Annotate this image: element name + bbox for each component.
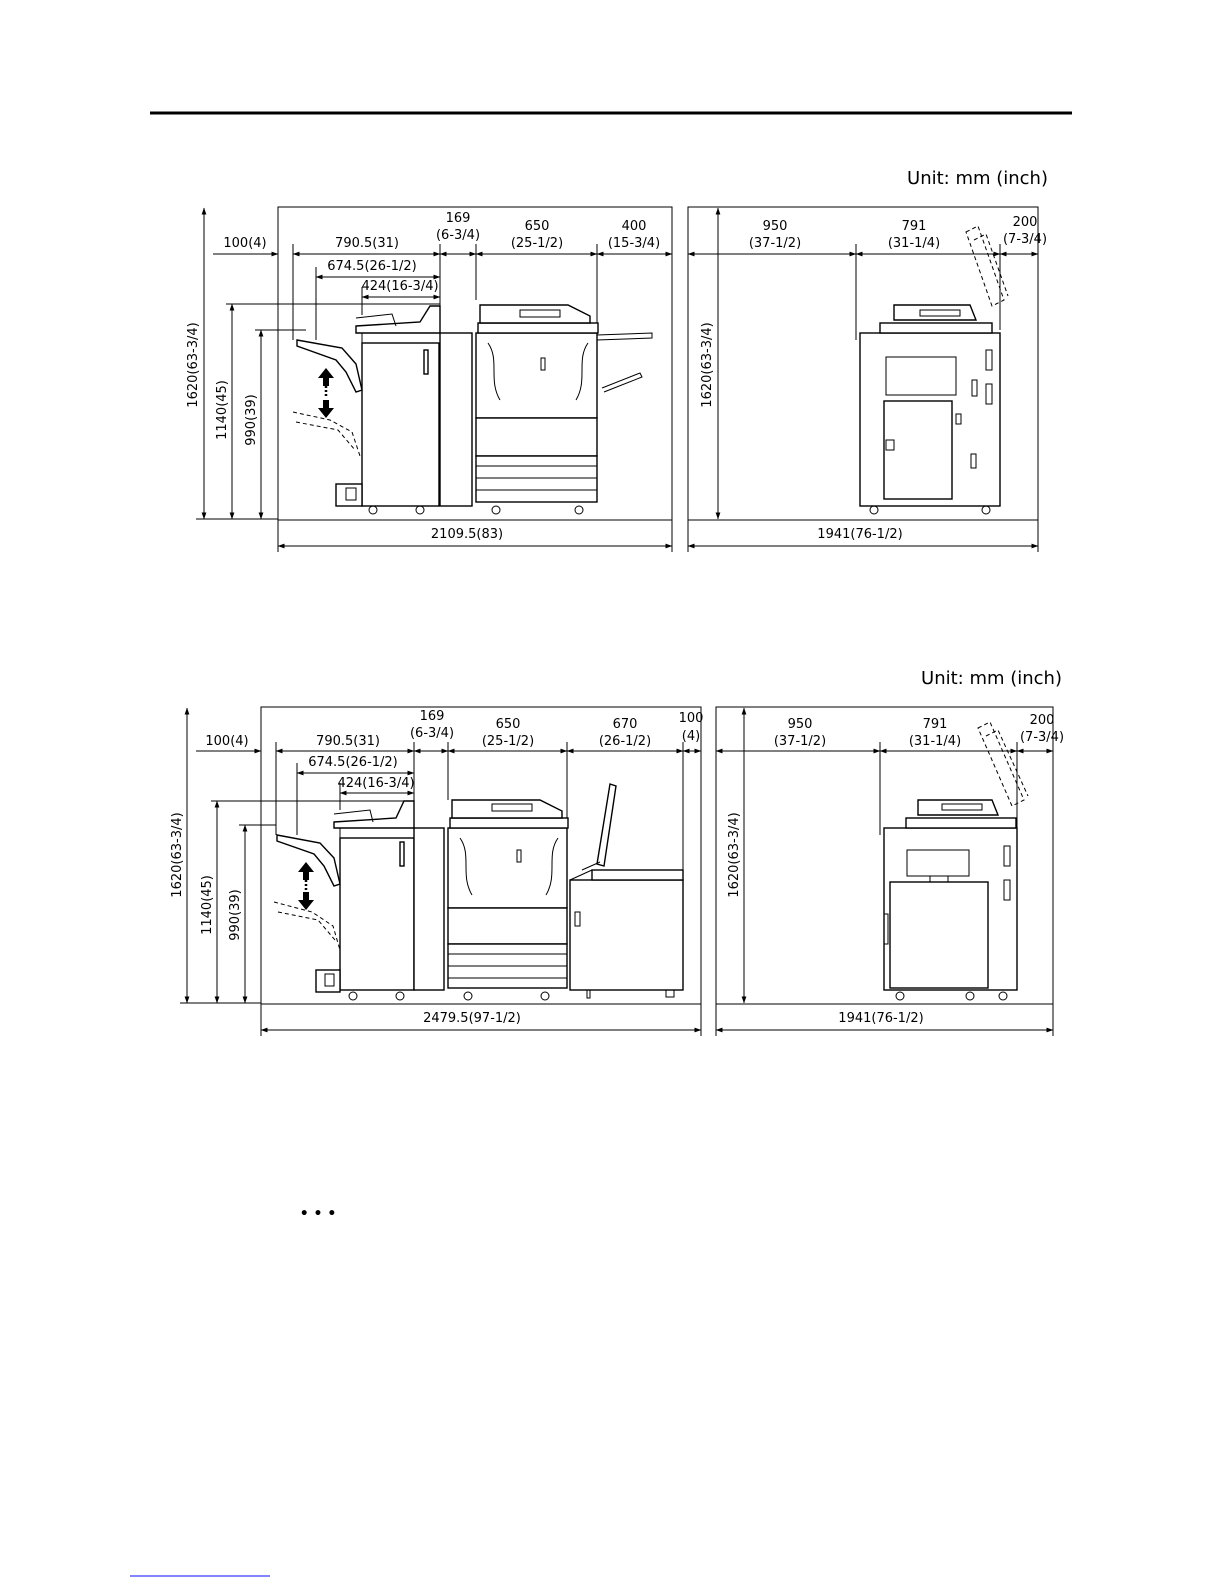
clear-left-label: 100(4) <box>223 236 267 251</box>
front-view-1 <box>186 207 672 552</box>
relay-width-inch: (6-3/4) <box>435 228 481 243</box>
tray-a-label: 674.5(26-1/2) <box>308 755 398 770</box>
main-width-label: 650 <box>524 219 550 234</box>
right-clear-label: 400 <box>621 219 647 234</box>
height-total-label: 1620(63-3/4) <box>186 322 201 408</box>
height-990-label: 990(39) <box>244 394 259 446</box>
finisher-depth-label: 790.5(31) <box>335 236 399 251</box>
total-width-label: 2479.5(97-1/2) <box>423 1011 521 1026</box>
rear-clear-inch: (7-3/4) <box>1002 232 1048 247</box>
tray-a-label: 674.5(26-1/2) <box>327 259 417 274</box>
height-1140-label: 1140(45) <box>215 380 230 440</box>
machine-front-2 <box>274 784 683 1000</box>
main-width-inch: (25-1/2) <box>481 734 535 749</box>
front-clear-label: 950 <box>787 717 813 732</box>
front-view-2 <box>170 707 703 1036</box>
right-clear-inch: (4) <box>681 729 701 744</box>
relay-width-label: 169 <box>419 709 445 724</box>
height-total-label: 1620(63-3/4) <box>727 812 742 898</box>
relay-width-label: 169 <box>445 211 471 226</box>
unit-label: Unit: mm (inch) <box>907 168 1048 189</box>
right-clear-inch: (15-3/4) <box>607 236 661 251</box>
clear-left-label: 100(4) <box>205 734 249 749</box>
height-990-label: 990(39) <box>228 889 243 941</box>
front-clear-inch: (37-1/2) <box>773 734 827 749</box>
finisher-depth-label: 790.5(31) <box>316 734 380 749</box>
depth-inch: (31-1/4) <box>908 734 962 749</box>
total-depth-label: 1941(76-1/2) <box>838 1011 924 1026</box>
height-total-label: 1620(63-3/4) <box>700 322 715 408</box>
machine-front-1 <box>293 305 652 514</box>
rear-clear-label: 200 <box>1029 713 1055 728</box>
lct-width-label: 670 <box>612 717 638 732</box>
rear-clear-label: 200 <box>1012 215 1038 230</box>
lct-width-inch: (26-1/2) <box>598 734 652 749</box>
depth-inch: (31-1/4) <box>887 236 941 251</box>
front-clear-inch: (37-1/2) <box>748 236 802 251</box>
depth-label: 791 <box>922 717 948 732</box>
ellipsis-marker: • • • <box>299 1206 337 1222</box>
total-depth-label: 1941(76-1/2) <box>817 527 903 542</box>
total-width-label: 2109.5(83) <box>430 527 504 542</box>
tray-b-label: 424(16-3/4) <box>337 776 415 791</box>
side-view-2 <box>716 707 1064 1036</box>
tray-b-label: 424(16-3/4) <box>361 279 439 294</box>
height-1140-label: 1140(45) <box>200 875 215 935</box>
height-total-label: 1620(63-3/4) <box>170 812 185 898</box>
machine-side-1 <box>860 226 1008 514</box>
front-clear-label: 950 <box>762 219 788 234</box>
depth-label: 791 <box>901 219 927 234</box>
main-width-label: 650 <box>495 717 521 732</box>
side-view-1 <box>688 207 1047 552</box>
right-clear-label: 100 <box>678 711 704 726</box>
main-width-inch: (25-1/2) <box>510 236 564 251</box>
machine-side-2 <box>884 722 1028 1000</box>
unit-label: Unit: mm (inch) <box>921 668 1062 689</box>
rear-clear-inch: (7-3/4) <box>1019 730 1065 745</box>
relay-width-inch: (6-3/4) <box>409 726 455 741</box>
